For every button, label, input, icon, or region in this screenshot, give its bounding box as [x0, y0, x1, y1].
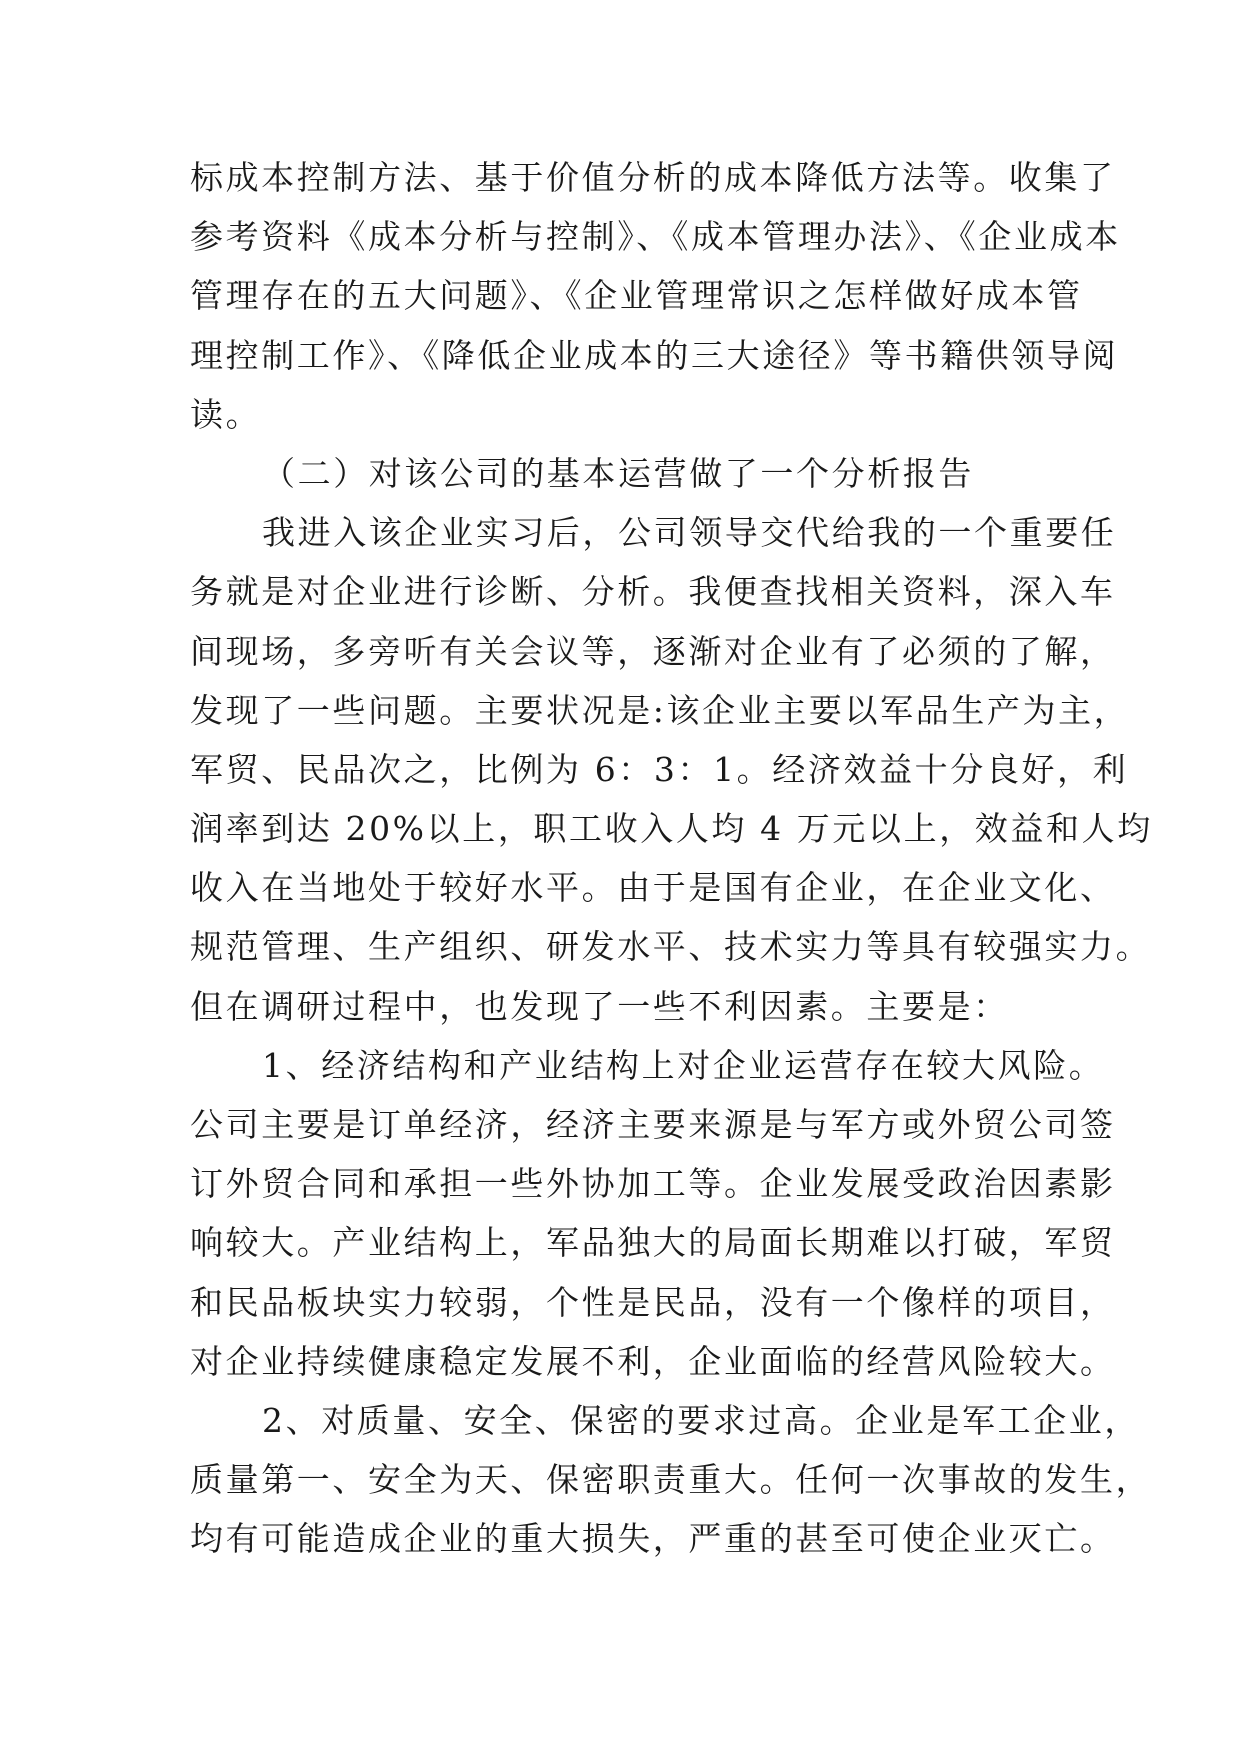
- numbered-item-1: 1、经济结构和产业结构上对企业运营存在较大风险。: [262, 1045, 1105, 1085]
- text-line: 理控制工作》、《降低企业成本的三大途径》等书籍供领导阅: [190, 335, 1119, 375]
- text-line: 军贸、民品次之，比例为 6：3：1。经济效益十分良好，利: [190, 749, 1129, 789]
- text-line: 质量第一、安全为天、保密职责重大。任何一次事故的发生，: [190, 1460, 1152, 1500]
- text-line: 和民品板块实力较弱，个性是民品，没有一个像样的项目，: [190, 1282, 1116, 1322]
- text-line: 均有可能造成企业的重大损失，严重的甚至可使企业灭亡。: [190, 1519, 1116, 1559]
- text-line: 参考资料《成本分析与控制》、《成本管理办法》、《企业成本: [190, 217, 1121, 257]
- numbered-item-2: 2、对质量、安全、保密的要求过高。企业是军工企业，: [262, 1400, 1140, 1440]
- section-heading: （二）对该公司的基本运营做了一个分析报告: [262, 453, 974, 493]
- text-line: 规范管理、生产组织、研发水平、技术实力等具有较强实力。: [190, 927, 1152, 967]
- text-line: 务就是对企业进行诊断、分析。我便查找相关资料，深入车: [190, 572, 1116, 612]
- text-line: 标成本控制方法、基于价值分析的成本降低方法等。收集了: [190, 158, 1116, 197]
- text-line: 公司主要是订单经济，经济主要来源是与军方或外贸公司签: [190, 1105, 1116, 1144]
- body-text: [190, 148, 1153, 1569]
- text-line: 间现场，多旁听有关会议等，逐渐对企业有了必须的了解，: [190, 631, 1116, 671]
- text-line: 订外贸合同和承担一些外协加工等。企业发展受政治因素影: [190, 1164, 1116, 1204]
- text-line: 响较大。产业结构上，军品独大的局面长期难以打破，军贸: [190, 1223, 1116, 1263]
- text-line: 管理存在的五大问题》、《企业管理常识之怎样做好成本管: [190, 276, 1083, 316]
- text-line: 但在调研过程中，也发现了一些不利因素。主要是：: [190, 986, 1009, 1026]
- text-line: 读。: [190, 394, 262, 434]
- text-line: 对企业持续健康稳定发展不利，企业面临的经营风险较大。: [190, 1341, 1116, 1381]
- text-line: 润率到达 20%以上，职工收入人均 4 万元以上，效益和人均: [190, 809, 1153, 849]
- text-line: 收入在当地处于较好水平。由于是国有企业，在企业文化、: [190, 868, 1116, 908]
- text-line: 发现了一些问题。主要状况是:该企业主要以军品生产为主，: [190, 690, 1130, 730]
- paragraph-start: 我进入该企业实习后，公司领导交代给我的一个重要任: [262, 513, 1117, 553]
